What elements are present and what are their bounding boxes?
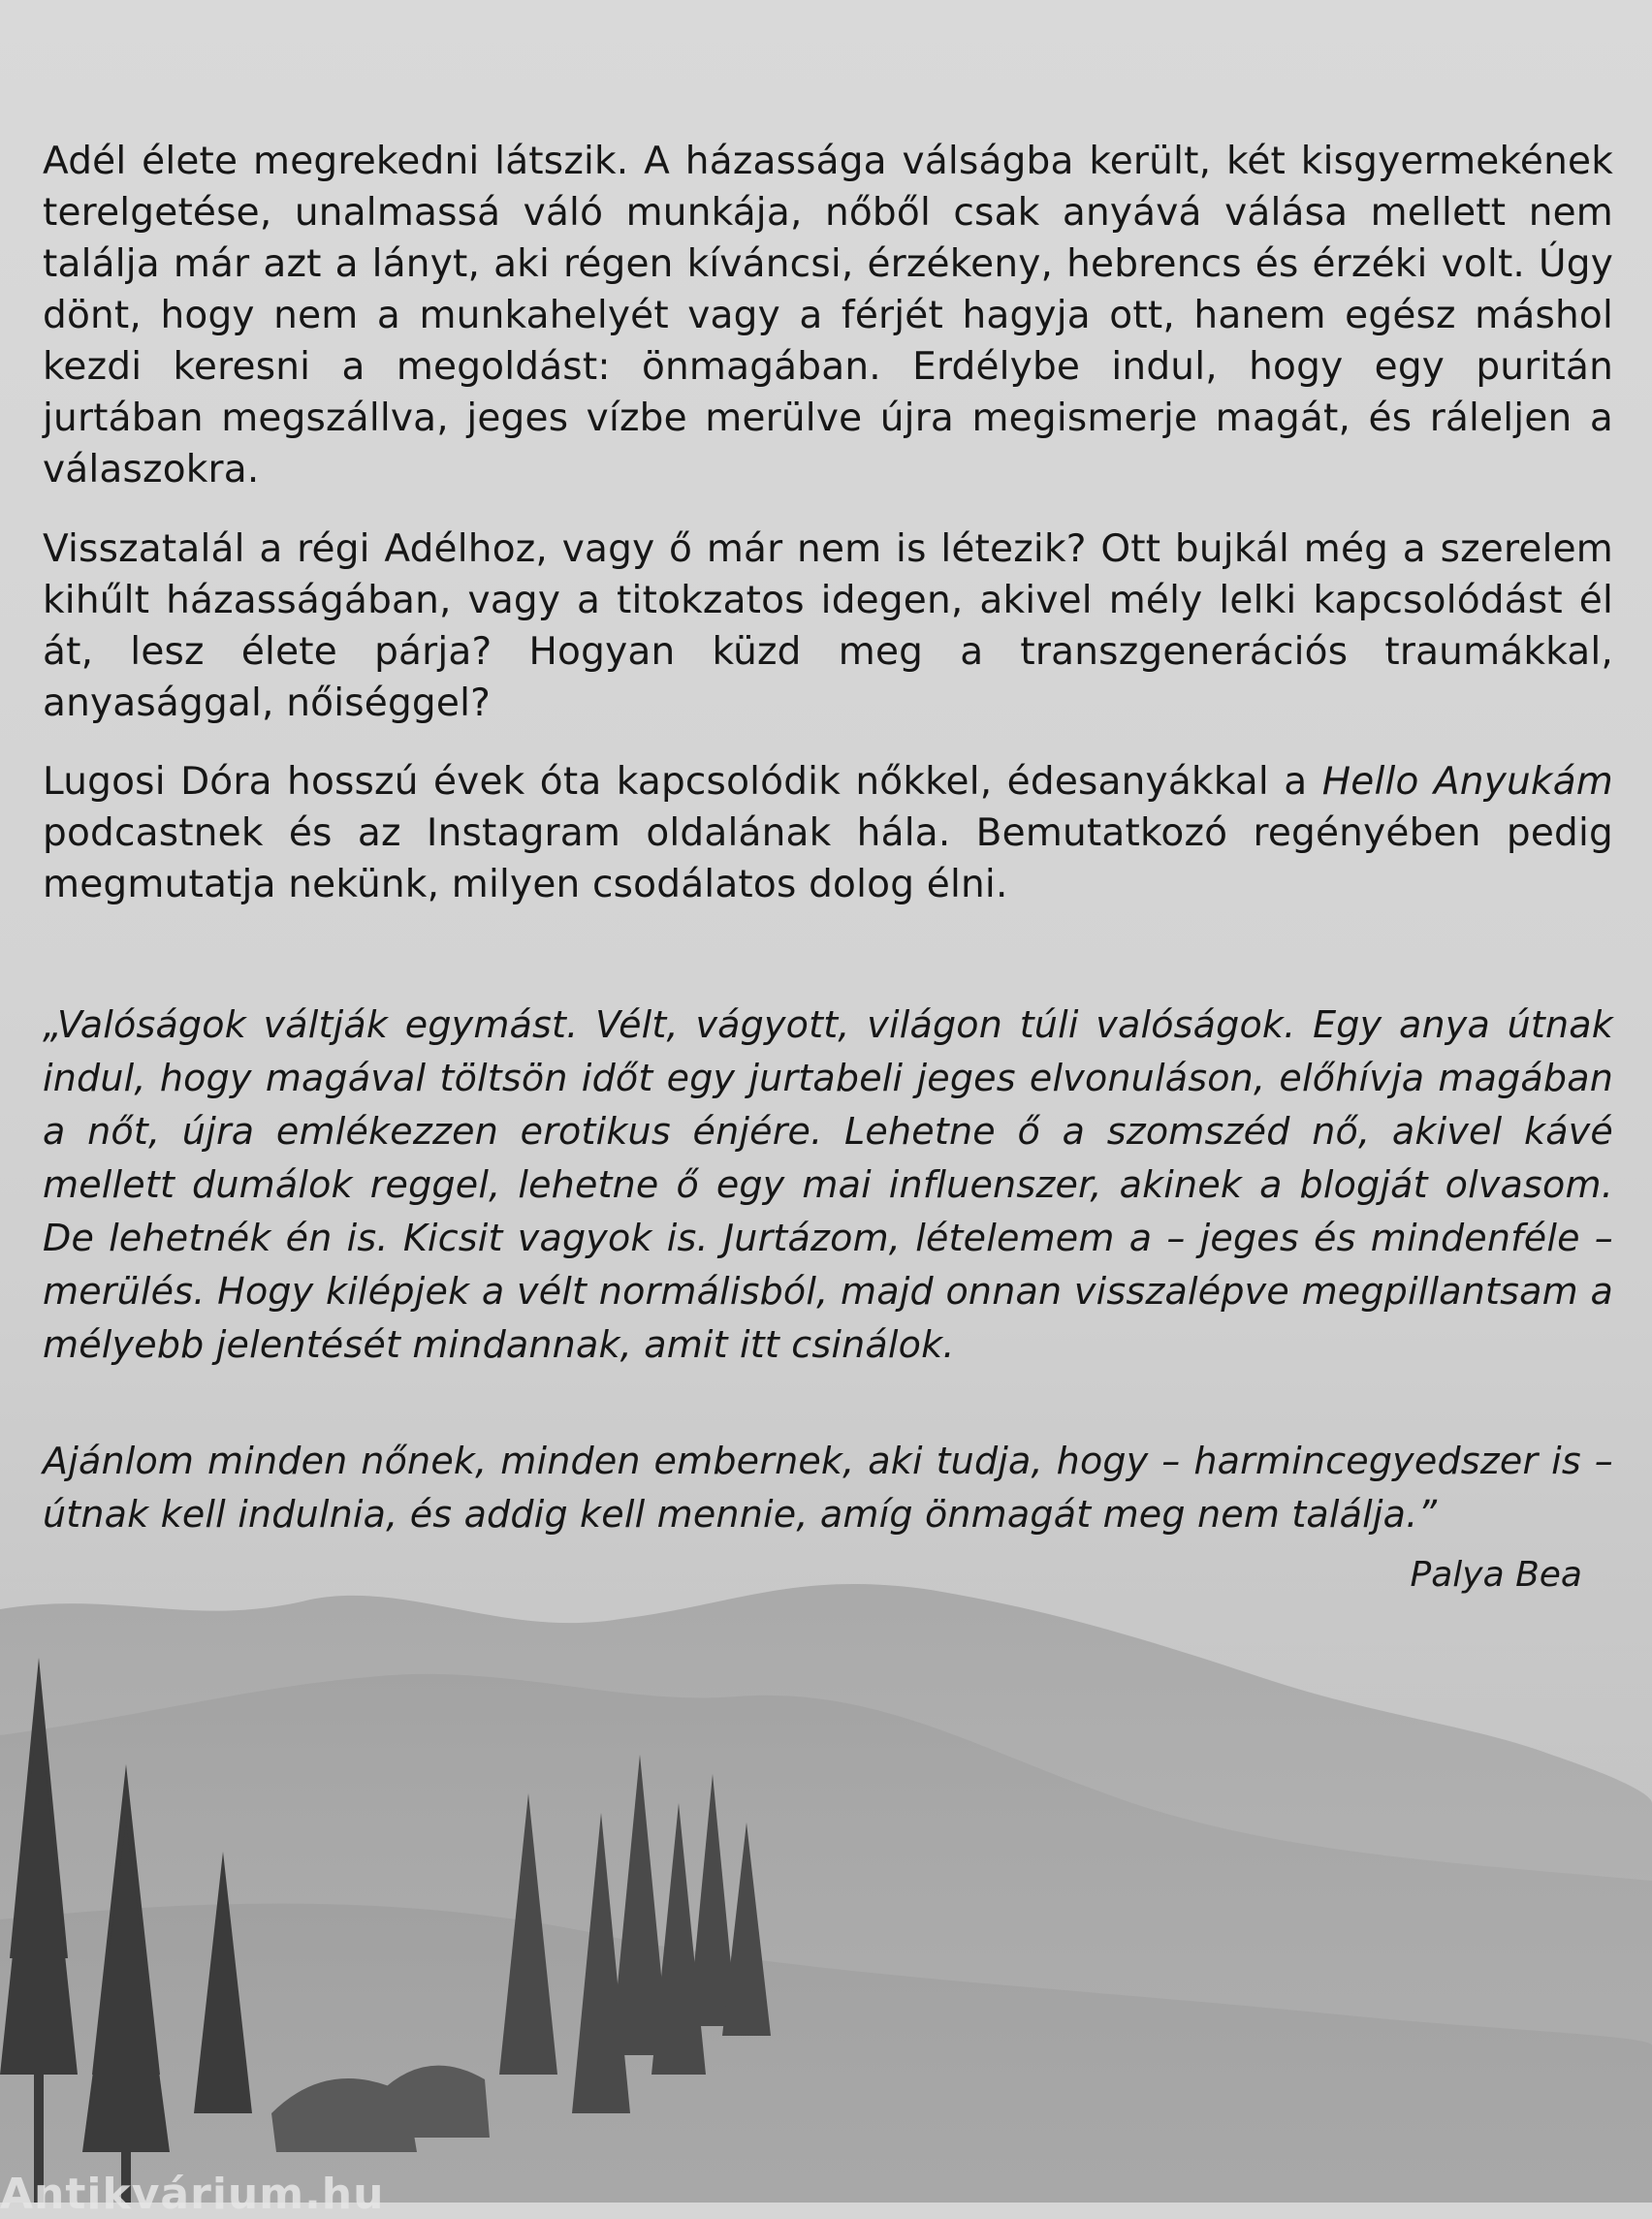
quote-text-2: Ajánlom minden nőnek, minden embernek, aki tudja, hogy – harmincegyedszer is – útnak kell indulnia, és addig kell mennie, amíg önmagát meg nem találja.” [43,1440,1613,1536]
podcast-title: Hello Anyukám [1321,760,1613,804]
endorsement-quote-2 [43,1435,1613,1541]
quote-text-1: „Valóságok váltják egymást. Vélt, vágyott, világon túli valóságok. Egy anya útnak indul, hogy magával töltsön időt egy jurtabeli jeges elvonuláson, előhívja magában a nőt, újra emlékezzen erotikus énjére. Lehetne ő a szomszéd nő, akivel kávé mellett dumálok reggel, lehetne ő egy mai influenszer, akinek a blogját olvasom. De lehetnék én is. Kicsit vagyok is. Jurtázom, lételemem a – jeges és mindenféle – merülés. Hogy kilépjek a vélt normálisból, majd onnan visszalépve megpillantsam a mélyebb jelentését mindannak, amit itt csinálok. [43,1003,1613,1366]
blurb-paragraph-2 [43,523,1613,729]
watermark: Antikvárium.hu [0,2170,385,2219]
blurb-text-1: Adél élete megrekedni látszik. A házassága válságba került, két kisgyermekének terelgetése, unalmassá váló munkája, nőből csak anyává válása mellett nem találja már azt a lányt, aki régen kíváncsi, érzékeny, hebrencs és érzéki volt. Úgy dönt, hogy nem a munkahelyét vagy a férjét hagyja ott, hanem egész máshol kezdi keresni a megoldást: önmagában. Erdélybe indul, hogy egy puritán jurtában megszállva, jeges vízbe merülve újra megismerje magát, és ráleljen a válaszokra. [43,140,1613,491]
author-bio [43,756,1613,910]
endorsement-quote-1 [43,999,1613,1372]
blurb-paragraph-1 [43,136,1613,495]
bio-text-after: podcastnek és az Instagram oldalának hála. Bemutatkozó regényében pedig megmutatja nekünk, milyen csodálatos dolog élni. [43,811,1613,906]
blurb-text-2: Visszatalál a régi Adélhoz, vagy ő már nem is létezik? Ott bujkál még a szerelem kihűlt házasságában, vagy a titokzatos idegen, akivel mély lelki kapcsolódást él át, lesz élete párja? Hogyan küzd meg a transzgenerációs traumákkal, anyasággal, nőiséggel? [43,527,1613,725]
bio-text-before: Lugosi Dóra hosszú évek óta kapcsolódik nőkkel, édesanyákkal a [43,760,1322,804]
author-bio-text [43,756,1613,910]
misty-mountain-illustration [0,1570,1652,2203]
